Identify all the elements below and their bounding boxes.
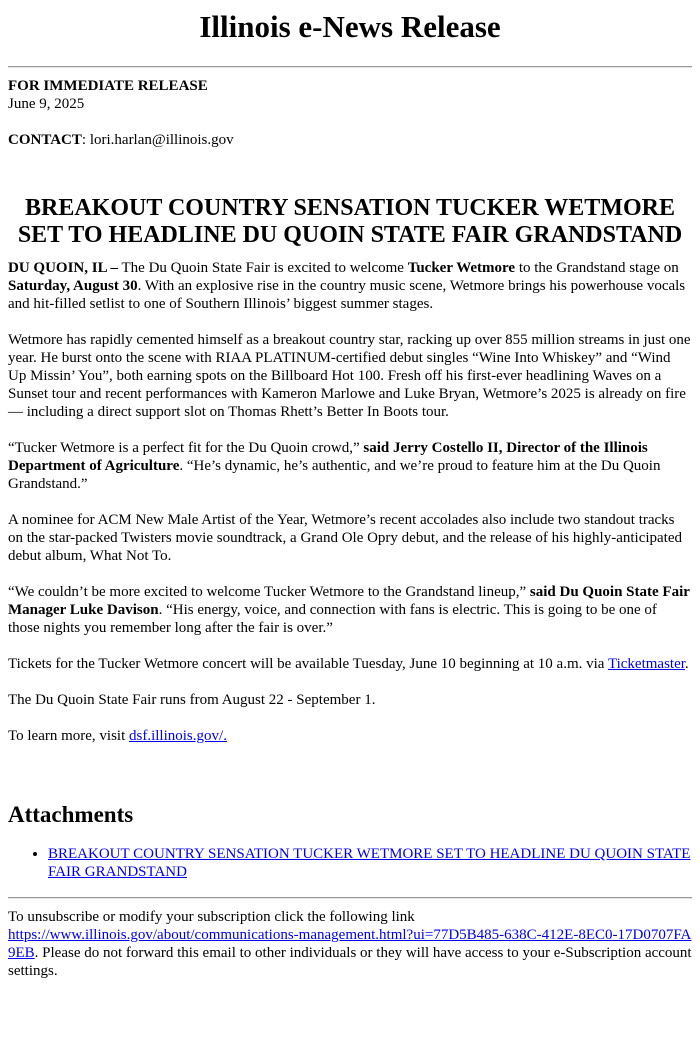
page-title: Illinois e-News Release [199,9,501,44]
contact-email: lori.harlan@illinois.gov [89,132,234,148]
event-date: Saturday, August 30 [8,278,138,294]
artist-name: Tucker Wetmore [407,260,516,276]
release-label: FOR IMMEDIATE RELEASE [8,78,208,94]
speaker-davison: said Du Quoin State Fair Manager Luke Davison [8,584,690,618]
headline: BREAKOUT COUNTRY SENSATION TUCKER WETMORE SET TO HEADLINE DU QUOIN STATE FAIR GRANDSTAND [17,195,683,248]
top-divider [8,66,692,68]
dateline: DU QUOIN, IL – [8,260,119,276]
paragraph-3: “Tucker Wetmore is a perfect fit for the Du Quoin crowd,” said Jerry Costello II, Director of the Illinois Department of Agriculture. “He’s dynamic, he’s authentic, and we’re proud to feature him at the Du Quoin Grandstand.” [8,440,661,492]
bottom-divider [8,897,692,899]
release-info [8,77,692,113]
release-date: June 9, 2025 [8,96,85,112]
paragraph-1: DU QUOIN, IL – The Du Quoin State Fair is excited to welcome Tucker Wetmore to the Grandstand stage on Saturday, August 30. With an explosive rise in the country music scene, Wetmore brings his powerhouse vocals and hit-filled setlist to one of Southern Illinois’ biggest summer stages. [8,260,686,312]
unsubscribe-link[interactable]: https://www.illinois.gov/about/communications-management.html?ui=77D5B485-638C-412E-8EC0-17D0707FA9EB [8,927,692,961]
paragraph-8: To learn more, visit dsf.illinois.gov/. [8,728,227,744]
contact-line: CONTACT: lori.harlan@illinois.gov [8,132,234,148]
dsf-website-link[interactable]: dsf.illinois.gov/. [129,728,227,744]
ticketmaster-link[interactable]: Ticketmaster [607,656,685,672]
paragraph-2: Wetmore has rapidly cemented himself as a breakout country star, racking up over 855 million streams in just one year. He burst onto the scene with RIAA PLATINUM-certified debut singles “Wine Into Whiskey” and “Wind Up Missin’ You”, both earning spots on the Billboard Hot 100. Fresh off his first-ever headlining Waves on a Sunset tour and recent performances with Kameron Marlowe and Luke Bryan, Wetmore’s 2025 is already on fire — including a direct support slot on Thomas Rhett’s Better In Boots tour. [8,332,691,420]
paragraph-7: The Du Quoin State Fair runs from August 22 - September 1. [8,692,376,708]
footer-text: To unsubscribe or modify your subscription click the following link https://www.illinois.gov/about/communications-management.html?ui=77D5B485-638C-412E-8EC0-17D0707FA9EB. Please do not forward this email to other individuals or they will have access to your e-Subscription account settings. [8,909,692,979]
paragraph-4: A nominee for ACM New Male Artist of the Year, Wetmore’s recent accolades also include two standout tracks on the star-packed Twisters movie soundtrack, a Grand Ole Opry debut, and the release of his highly-anticipated debut album, What Not To. [8,512,682,564]
attachment-link[interactable]: BREAKOUT COUNTRY SENSATION TUCKER WETMORE SET TO HEADLINE DU QUOIN STATE FAIR GRANDSTAND [48,846,691,880]
paragraph-5: “We couldn’t be more excited to welcome Tucker Wetmore to the Grandstand lineup,” said Du Quoin State Fair Manager Luke Davison. “His energy, voice, and connection with fans is electric. This is going to be one of those nights you remember long after the fair is over.” [8,584,690,636]
contact-label: CONTACT [8,132,82,148]
list-item [48,845,692,881]
attachments-list [8,845,692,881]
speaker-costello: said Jerry Costello II, Director of the Illinois Department of Agriculture [8,440,648,474]
paragraph-6: Tickets for the Tucker Wetmore concert will be available Tuesday, June 10 beginning at 10 a.m. via Ticketmaster. [8,656,689,672]
attachments-heading: Attachments [8,802,134,827]
